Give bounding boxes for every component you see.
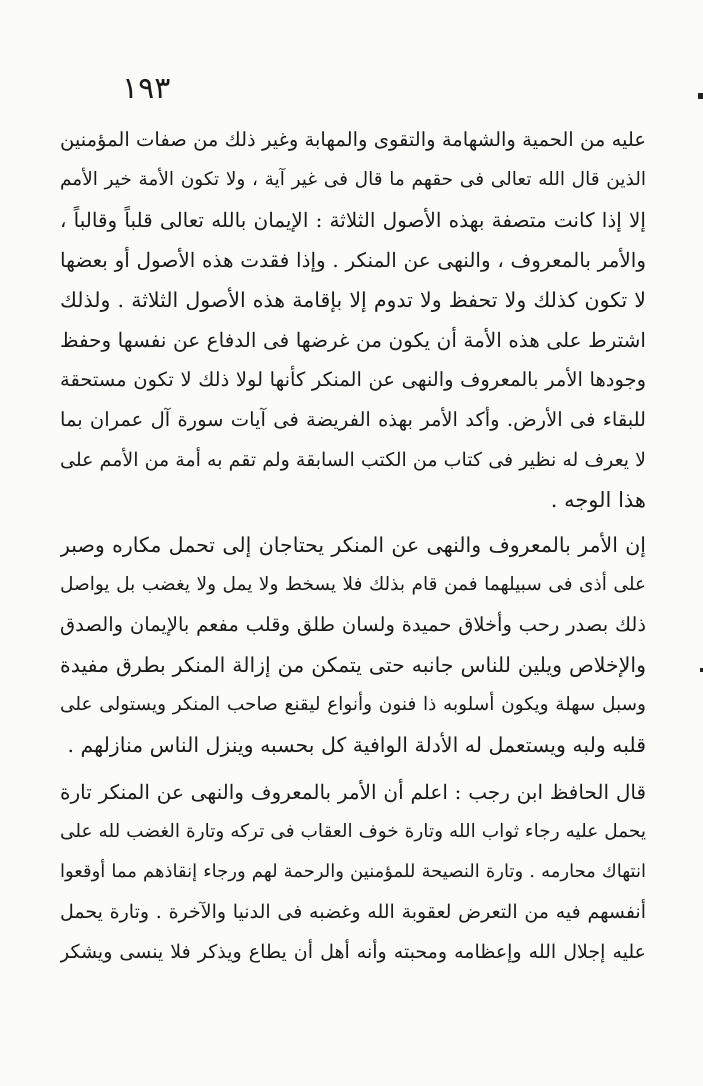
text-line: لا تكون كذلك ولا تحفظ ولا تدوم إلا بإقامة هذه الأصول الثلاثة . ولذلك <box>60 288 646 312</box>
text-line: قال الحافظ ابن رجب : اعلم أن الأمر بالمعروف والنهى عن المنكر تارة <box>60 780 646 804</box>
text-line: هذا الوجه . <box>550 488 646 512</box>
text-line: عليه من الحمية والشهامة والتقوى والمهابة وغير ذلك من صفات المؤمنين <box>60 128 646 151</box>
text-line: وسبل سهلة ويكون أسلوبه ذا فنون وأنواع ليقنع صاحب المنكر ويستولى على <box>60 694 646 715</box>
text-line: انتهاك محارمه . وتارة النصيحة للمؤمنين والرحمة لهم ورجاء إنقاذهم مما أوقعوا <box>60 861 646 882</box>
text-line: للبقاء فى الأرض. وأكد الأمر بهذه الفريضة فى آيات سورة آل عمران بما <box>60 408 646 431</box>
text-line: قلبه ولبه ويستعمل له الأدلة الوافية كل بحسبه وينزل الناس منازلهم . <box>67 733 646 757</box>
text-line: إن الأمر بالمعروف والنهى عن المنكر يحتاجان إلى تحمل مكاره وصبر <box>60 533 646 557</box>
paragraph-3 <box>60 772 646 972</box>
text-line: اشترط على هذه الأمة أن يكون من غرضها فى الدفاع عن نفسها وحفظ <box>60 328 646 352</box>
text-line: والأمر بالمعروف ، والنهى عن المنكر . وإذا فقدت هذه الأصول أو بعضها <box>60 248 646 272</box>
paragraph-2 <box>60 525 646 765</box>
text-line: وجودها الأمر بالمعروف والنهى عن المنكر كأنها لولا ذلك لا تكون مستحقة <box>60 368 646 391</box>
text-line: ذلك بصدر رحب وأخلاق حميدة ولسان طلق وقلب مفعم بالإيمان والصدق <box>60 613 646 636</box>
page-number: ١٩٣ <box>122 71 171 106</box>
text-line: إلا إذا كانت متصفة بهذه الأصول الثلاثة : الإيمان بالله تعالى قلباً وقالباً ، <box>60 208 646 232</box>
text-line: على أذى فى سبيلهما فمن قام بذلك فلا يسخط ولا يمل ولا يغضب بل يواصل <box>60 574 646 595</box>
scan-edge-mark <box>698 93 703 99</box>
text-line: عليه إجلال الله وإعظامه ومحبته وأنه أهل أن يطاع ويذكر فلا ينسى ويشكر <box>60 941 646 963</box>
text-line: والإخلاص ويلين للناس جانبه حتى يتمكن من إزالة المنكر بطرق مفيدة <box>60 653 646 677</box>
text-line: أنفسهم فيه من التعرض لعقوبة الله وغضبه فى الدنيا والآخرة . وتارة يحمل <box>60 901 646 923</box>
text-line: لا يعرف له نظير فى كتاب من الكتب السابقة ولم تقم به أمة من الأمم على <box>60 449 646 471</box>
text-line: يحمل عليه رجاء ثواب الله وتارة خوف العقاب فى تركه وتارة الغضب لله على <box>60 821 646 842</box>
text-line: الذين قال الله تعالى فى حقهم ما قال فى غير آية ، ولا تكون الأمة خير الأمم <box>60 169 646 190</box>
paragraph-1 <box>60 120 646 520</box>
